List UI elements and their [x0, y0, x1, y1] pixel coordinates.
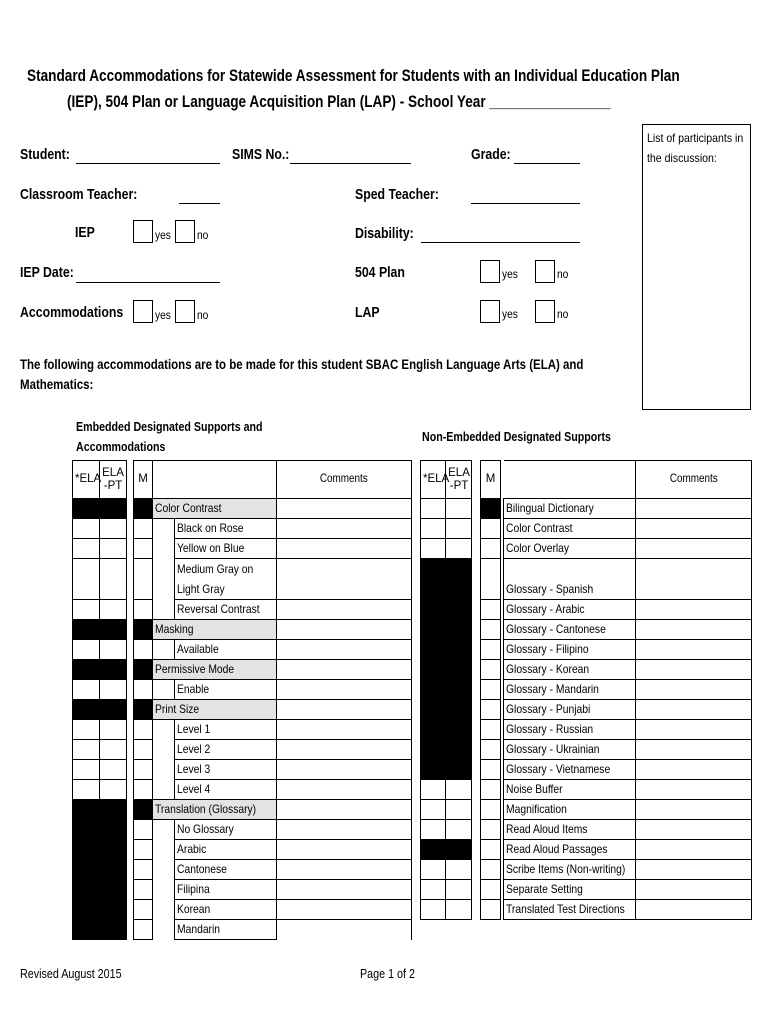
row-label: Glossary - Spanish [504, 559, 636, 600]
iep-date-label: IEP Date: [20, 264, 74, 281]
table-row [421, 519, 752, 539]
disability-label: Disability: [355, 225, 414, 242]
table-row [73, 499, 412, 519]
iep-date-field[interactable] [76, 282, 220, 283]
revision-note: Revised August 2015 [20, 967, 122, 981]
row-label: Read Aloud Passages [504, 840, 636, 860]
table-row [421, 539, 752, 559]
page-number: Page 1 of 2 [360, 967, 415, 981]
row-label: Glossary - Vietnamese [504, 760, 636, 780]
iep-no-checkbox[interactable] [175, 220, 195, 243]
student-field[interactable] [76, 163, 220, 164]
row-label: Magnification [504, 800, 636, 820]
table-row [73, 680, 412, 700]
table-row [73, 600, 412, 620]
table-row [421, 499, 752, 519]
row-label: Yellow on Blue [175, 539, 277, 559]
row-label: Medium Gray on Light Gray [175, 559, 277, 600]
lap-yes-label: yes [502, 307, 518, 321]
table-row [421, 840, 752, 860]
sped-teacher-label: Sped Teacher: [355, 186, 439, 203]
row-label: Glossary - Ukrainian [504, 740, 636, 760]
left-table-title-1: Embedded Designated Supports and [76, 419, 263, 434]
row-label: Color Contrast [504, 519, 636, 539]
row-label: Glossary - Russian [504, 720, 636, 740]
lap-no-checkbox[interactable] [535, 300, 555, 323]
table-row [73, 660, 412, 680]
row-label: Translation (Glossary) [153, 800, 277, 820]
row-label: Permissive Mode [153, 660, 277, 680]
row-label: Level 4 [175, 780, 277, 800]
grade-field[interactable] [514, 163, 580, 164]
row-label: Bilingual Dictionary [504, 499, 636, 519]
table-row [73, 640, 412, 660]
participants-box[interactable] [642, 124, 751, 410]
lap-yes-checkbox[interactable] [480, 300, 500, 323]
table-row [73, 780, 412, 800]
table-row [73, 700, 412, 720]
row-label: Glossary - Cantonese [504, 620, 636, 640]
row-label: Level 2 [175, 740, 277, 760]
col-ela-header: *ELA [421, 461, 446, 499]
row-label: Enable [175, 680, 277, 700]
row-label: Noise Buffer [504, 780, 636, 800]
row-label: Glossary - Korean [504, 660, 636, 680]
table-row [421, 559, 752, 600]
row-label: Available [175, 640, 277, 660]
table-row [421, 860, 752, 880]
row-label: Print Size [153, 700, 277, 720]
504-plan-label: 504 Plan [355, 264, 405, 281]
row-label: Cantonese [175, 860, 277, 880]
row-label: Color Contrast [153, 499, 277, 519]
col-ela-header: *ELA [73, 461, 100, 499]
504-yes-label: yes [502, 267, 518, 281]
ela-blocked-cells [421, 559, 472, 780]
table-row [421, 900, 752, 920]
row-label: Translated Test Directions [504, 900, 636, 920]
row-label: Level 1 [175, 720, 277, 740]
row-label: Color Overlay [504, 539, 636, 559]
col-m-header: M [481, 461, 501, 499]
504-yes-checkbox[interactable] [480, 260, 500, 283]
disability-field[interactable] [421, 242, 580, 243]
table-row [421, 820, 752, 840]
504-no-checkbox[interactable] [535, 260, 555, 283]
table-row [421, 800, 752, 820]
participants-label: List of participants in the discussion: [647, 131, 744, 165]
left-table-title-2: Accommodations [76, 439, 166, 454]
row-label: Glossary - Arabic [504, 600, 636, 620]
non-embedded-supports-table [420, 460, 752, 920]
row-label: Reversal Contrast [175, 600, 277, 620]
iep-no-label: no [197, 228, 209, 242]
row-label: Korean [175, 900, 277, 920]
iep-yes-checkbox[interactable] [133, 220, 153, 243]
row-label: Level 3 [175, 760, 277, 780]
table-row [421, 880, 752, 900]
table-row [421, 780, 752, 800]
table-row [73, 720, 412, 740]
classroom-teacher-label: Classroom Teacher: [20, 186, 138, 203]
row-label: Glossary - Filipino [504, 640, 636, 660]
iep-yes-label: yes [155, 228, 171, 242]
accommodations-no-checkbox[interactable] [175, 300, 195, 323]
row-label: Read Aloud Items [504, 820, 636, 840]
embedded-supports-table [72, 460, 412, 940]
row-label: Glossary - Mandarin [504, 680, 636, 700]
sims-field[interactable] [290, 163, 411, 164]
table-row [73, 539, 412, 559]
row-label: Scribe Items (Non-writing) [504, 860, 636, 880]
row-label: Arabic [175, 840, 277, 860]
504-no-label: no [557, 267, 569, 281]
table-row [73, 620, 412, 640]
table-row [73, 800, 412, 820]
title-line-2: (IEP), 504 Plan or Language Acquisition Plan (LAP) - School Year ________________ [67, 92, 611, 111]
row-label: Black on Rose [175, 519, 277, 539]
row-label: Glossary - Punjabi [504, 700, 636, 720]
iep-label: IEP [75, 224, 95, 241]
table-row [73, 519, 412, 539]
lap-label: LAP [355, 304, 380, 321]
sped-teacher-field[interactable] [471, 203, 580, 204]
accommodations-label: Accommodations [20, 304, 124, 321]
student-label: Student: [20, 146, 70, 163]
row-label: Mandarin [175, 920, 277, 940]
title-line-1: Standard Accommodations for Statewide Assessment for Students with an Individual Education Plan [27, 66, 680, 85]
accommodations-no-label: no [197, 308, 209, 322]
sims-label: SIMS No.: [232, 146, 290, 163]
lap-no-label: no [557, 307, 569, 321]
table-row [73, 559, 412, 600]
ela-blocked-cells [73, 800, 127, 940]
instructions-line-2: Mathematics: [20, 376, 94, 392]
row-label: Filipina [175, 880, 277, 900]
row-label: Masking [153, 620, 277, 640]
row-label: No Glossary [175, 820, 277, 840]
accommodations-yes-checkbox[interactable] [133, 300, 153, 323]
right-table-title: Non-Embedded Designated Supports [422, 429, 611, 444]
classroom-teacher-field[interactable] [179, 203, 220, 204]
col-comments-header: Comments [277, 461, 412, 499]
instructions-line-1: The following accommodations are to be made for this student SBAC English Language Arts (ELA) and [20, 356, 584, 372]
table-row [73, 760, 412, 780]
row-label: Separate Setting [504, 880, 636, 900]
col-elapt-header: ELA-PT [446, 461, 472, 499]
col-comments-header: Comments [636, 461, 752, 499]
accommodations-yes-label: yes [155, 308, 171, 322]
comments-cell[interactable] [277, 499, 412, 519]
table-row [73, 740, 412, 760]
grade-label: Grade: [471, 146, 511, 163]
col-elapt-header: ELA-PT [100, 461, 127, 499]
col-m-header: M [134, 461, 153, 499]
